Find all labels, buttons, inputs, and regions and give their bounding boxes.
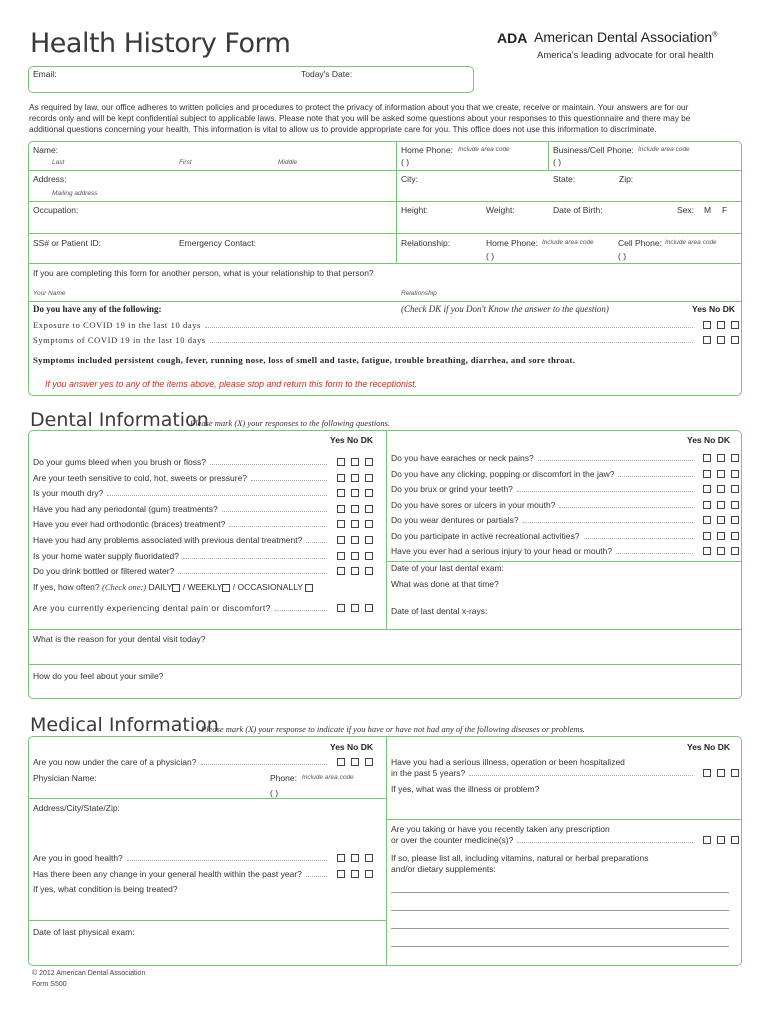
medical-section-hint: Please mark (X) your response to indicate if you have or have not had any of the following diseases or problems. bbox=[201, 724, 585, 734]
home-phone-field[interactable] bbox=[398, 143, 546, 169]
dental-right-q4-no-checkbox[interactable] bbox=[717, 501, 725, 509]
dental-left-question-3: Is your mouth dry? bbox=[33, 488, 373, 498]
zip-label: Zip: bbox=[619, 174, 634, 184]
good-health-question: Are you in good health? bbox=[33, 853, 373, 863]
dental-left-question-6: Have you had any problems associated with previous dental treatment? bbox=[33, 535, 373, 545]
dental-left-q6-dk-checkbox[interactable] bbox=[365, 536, 373, 544]
physician-care-no-checkbox[interactable] bbox=[351, 758, 359, 766]
sex-f-option[interactable]: F bbox=[722, 205, 728, 215]
dental-right-question-2: Do you have any clicking, popping or discomfort in the jaw? bbox=[391, 469, 739, 479]
your-name-hint: Your Name bbox=[33, 290, 66, 297]
dental-section-title: Dental Information bbox=[30, 409, 209, 431]
medication-line-3[interactable] bbox=[391, 928, 729, 929]
relationship-hint: Relationship bbox=[401, 290, 437, 297]
state-label: State: bbox=[553, 174, 576, 184]
covid-question-symptoms: Symptoms of COVID 19 in the last 10 days bbox=[33, 335, 739, 345]
physician-name-label: Physician Name: bbox=[33, 773, 97, 783]
prescription-no-checkbox[interactable] bbox=[717, 836, 725, 844]
name-label: Name: bbox=[33, 145, 59, 155]
physician-address-field[interactable] bbox=[30, 800, 384, 846]
water-frequency: If yes, how often? (Check one:) DAILY / WEEKLY / OCCASIONALLY bbox=[33, 582, 313, 592]
relationship-label: Relationship: bbox=[401, 238, 451, 248]
emergency-cell-phone-label: Cell Phone: bbox=[618, 238, 662, 248]
visit-reason-field[interactable] bbox=[30, 631, 740, 663]
serious-illness-dk-checkbox[interactable] bbox=[731, 769, 739, 777]
dental-left-question-4: Have you had any periodontal (gum) treatments? bbox=[33, 504, 373, 514]
form-number: Form S500 bbox=[32, 981, 67, 988]
dental-left-q2-no-checkbox[interactable] bbox=[351, 474, 359, 482]
dental-right-question-4: Do you have sores or ulcers in your mouth? bbox=[391, 500, 739, 510]
dental-left-q3-no-checkbox[interactable] bbox=[351, 489, 359, 497]
health-change-no-checkbox[interactable] bbox=[351, 870, 359, 878]
dental-right-q6-yes-checkbox[interactable] bbox=[703, 532, 711, 540]
dental-right-q1-no-checkbox[interactable] bbox=[717, 454, 725, 462]
your-name-field[interactable] bbox=[32, 278, 392, 299]
your-relationship-field[interactable] bbox=[398, 278, 740, 299]
dental-left-q4-dk-checkbox[interactable] bbox=[365, 505, 373, 513]
dental-left-question-5: Have you ever had orthodontic (braces) treatment? bbox=[33, 519, 373, 529]
address-field[interactable] bbox=[32, 172, 392, 199]
first-name-hint: First bbox=[179, 159, 192, 166]
physician-care-dk-checkbox[interactable] bbox=[365, 758, 373, 766]
form-title: Health History Form bbox=[30, 28, 291, 59]
covid-symptoms-note: Symptoms included persistent cough, fever, running nose, loss of smell and taste, fatigue, trouble breathing, diarrhea, and sore throat. bbox=[33, 355, 576, 365]
dental-left-q5-dk-checkbox[interactable] bbox=[365, 520, 373, 528]
health-change-question: Has there been any change in your general health within the past year? bbox=[33, 869, 373, 879]
physician-address-label: Address/City/State/Zip: bbox=[33, 803, 120, 813]
health-change-dk-checkbox[interactable] bbox=[365, 870, 373, 878]
covid-question-exposure: Exposure to COVID 19 in the last 10 days bbox=[33, 320, 739, 330]
dental-right-q2-dk-checkbox[interactable] bbox=[731, 470, 739, 478]
dental-right-q1-yes-checkbox[interactable] bbox=[703, 454, 711, 462]
dental-right-question-3: Do you brux or grind your teeth? bbox=[391, 484, 739, 494]
physician-phone-label: Phone: bbox=[270, 773, 297, 783]
last-xrays-field[interactable] bbox=[388, 598, 740, 628]
last-physical-exam-field[interactable] bbox=[30, 922, 384, 964]
dental-left-q2-dk-checkbox[interactable] bbox=[365, 474, 373, 482]
covid-exposure-no-checkbox[interactable] bbox=[717, 321, 725, 329]
illness-what-label: If yes, what was the illness or problem? bbox=[391, 784, 540, 794]
mailing-address-hint: Mailing address bbox=[52, 190, 98, 197]
dental-right-q4-yes-checkbox[interactable] bbox=[703, 501, 711, 509]
medical-left-ynd-header: Yes No DK bbox=[330, 742, 373, 752]
business-phone-hint: Include area code bbox=[638, 146, 690, 153]
last-dental-exam-field[interactable] bbox=[388, 562, 740, 594]
dental-pain-yes-checkbox[interactable] bbox=[337, 604, 345, 612]
dental-left-question-7: Is your home water supply fluoridated? bbox=[33, 551, 373, 561]
medication-line-1[interactable] bbox=[391, 892, 729, 893]
business-phone-field[interactable] bbox=[550, 143, 740, 169]
physician-care-question: Are you now under the care of a physician? bbox=[33, 757, 373, 767]
dental-left-question-1: Do your gums bleed when you brush or floss? bbox=[33, 457, 373, 467]
dental-left-q7-no-checkbox[interactable] bbox=[351, 552, 359, 560]
covid-exposure-dk-checkbox[interactable] bbox=[731, 321, 739, 329]
covid-symptoms-yes-checkbox[interactable] bbox=[703, 336, 711, 344]
city-field[interactable] bbox=[398, 172, 546, 199]
daily-checkbox[interactable] bbox=[172, 584, 180, 592]
middle-name-hint: Middle bbox=[278, 159, 298, 166]
dental-left-question-8: Do you drink bottled or filtered water? bbox=[33, 566, 373, 576]
medical-right-ynd-header: Yes No DK bbox=[687, 742, 730, 752]
physician-phone-field[interactable] bbox=[268, 771, 384, 797]
dental-left-q8-yes-checkbox[interactable] bbox=[337, 567, 345, 575]
dental-right-q5-dk-checkbox[interactable] bbox=[731, 516, 739, 524]
dental-right-q3-yes-checkbox[interactable] bbox=[703, 485, 711, 493]
emergency-cell-phone-paren: ( ) bbox=[618, 251, 627, 261]
visit-reason-label: What is the reason for your dental visit today? bbox=[33, 634, 206, 644]
dental-section-hint: Please mark (X) your responses to the following questions. bbox=[190, 418, 391, 428]
dental-right-q4-dk-checkbox[interactable] bbox=[731, 501, 739, 509]
dental-left-q5-no-checkbox[interactable] bbox=[351, 520, 359, 528]
good-health-yes-checkbox[interactable] bbox=[337, 854, 345, 862]
dental-right-q7-dk-checkbox[interactable] bbox=[731, 547, 739, 555]
name-field[interactable] bbox=[32, 143, 392, 169]
dental-left-q4-no-checkbox[interactable] bbox=[351, 505, 359, 513]
dental-right-q5-yes-checkbox[interactable] bbox=[703, 516, 711, 524]
emergency-home-phone-label: Home Phone: bbox=[486, 238, 538, 248]
dental-right-q2-yes-checkbox[interactable] bbox=[703, 470, 711, 478]
todays-date-field[interactable] bbox=[355, 68, 470, 90]
email-field[interactable] bbox=[75, 68, 285, 90]
email-label: Email: bbox=[33, 69, 57, 79]
dental-left-q7-yes-checkbox[interactable] bbox=[337, 552, 345, 560]
emergency-contact-field[interactable] bbox=[176, 235, 392, 262]
dental-pain-no-checkbox[interactable] bbox=[351, 604, 359, 612]
dental-right-question-1: Do you have earaches or neck pains? bbox=[391, 453, 739, 463]
dob-label: Date of Birth: bbox=[553, 205, 603, 215]
dental-right-q7-yes-checkbox[interactable] bbox=[703, 547, 711, 555]
sex-m-option[interactable]: M bbox=[704, 205, 712, 215]
emergency-cell-phone-field[interactable] bbox=[615, 235, 740, 262]
occasionally-checkbox[interactable] bbox=[305, 584, 313, 592]
dental-left-q8-no-checkbox[interactable] bbox=[351, 567, 359, 575]
zip-field[interactable] bbox=[616, 172, 740, 199]
ssn-field[interactable] bbox=[32, 235, 172, 262]
emergency-cell-phone-hint: Include area code bbox=[665, 239, 717, 246]
medication-list-line1: If so, please list all, including vitamins, natural or herbal preparations bbox=[391, 853, 649, 863]
occupation-field[interactable] bbox=[32, 203, 392, 231]
emergency-home-phone-hint: Include area code bbox=[542, 239, 594, 246]
dental-left-q1-no-checkbox[interactable] bbox=[351, 458, 359, 466]
prescription-question: or over the counter medicine(s)? bbox=[391, 835, 739, 845]
business-phone-paren: ( ) bbox=[553, 157, 562, 167]
home-phone-hint: Include area code bbox=[458, 146, 510, 153]
dental-right-question-6: Do you participate in active recreational activities? bbox=[391, 531, 739, 541]
ada-logo-abbr: ADA bbox=[497, 30, 528, 46]
dental-left-q6-yes-checkbox[interactable] bbox=[337, 536, 345, 544]
dental-right-q2-no-checkbox[interactable] bbox=[717, 470, 725, 478]
ada-tagline: America's leading advocate for oral health bbox=[537, 50, 714, 61]
city-label: City: bbox=[401, 174, 418, 184]
emergency-contact-label: Emergency Contact: bbox=[179, 238, 257, 248]
last-name-hint: Last bbox=[52, 159, 65, 166]
physician-name-field[interactable] bbox=[30, 771, 266, 797]
covid-exposure-yes-checkbox[interactable] bbox=[703, 321, 711, 329]
business-phone-label: Business/Cell Phone: bbox=[553, 145, 634, 155]
dental-pain-question: Are you currently experiencing dental pain or discomfort? bbox=[33, 603, 373, 613]
emergency-home-phone-paren: ( ) bbox=[486, 251, 495, 261]
dental-left-q1-dk-checkbox[interactable] bbox=[365, 458, 373, 466]
privacy-notice: As required by law, our office adheres to written policies and procedures to protect the privacy of information about you that we create, receive or maintain. Your answers are for our records only and will be kept confidential subject to applicable laws. Please note that you will be asked some questions about your responses to this questionnaire and there may be additional questions concerning your health. This information is vital to allow us to provide appropriate care for you. This office does not use this information to discriminate. bbox=[29, 102, 691, 135]
relationship-field[interactable] bbox=[398, 235, 480, 262]
last-xrays-label: Date of last dental x-rays: bbox=[391, 606, 488, 616]
dental-right-q6-dk-checkbox[interactable] bbox=[731, 532, 739, 540]
ada-logo-name: American Dental Association® bbox=[534, 29, 718, 45]
occupation-label: Occupation: bbox=[33, 205, 79, 215]
height-field[interactable] bbox=[398, 203, 478, 231]
serious-illness-no-checkbox[interactable] bbox=[717, 769, 725, 777]
physician-phone-hint: Include area code bbox=[302, 774, 354, 781]
medication-line-2[interactable] bbox=[391, 910, 729, 911]
good-health-no-checkbox[interactable] bbox=[351, 854, 359, 862]
dental-left-q5-yes-checkbox[interactable] bbox=[337, 520, 345, 528]
dental-left-q2-yes-checkbox[interactable] bbox=[337, 474, 345, 482]
weekly-checkbox[interactable] bbox=[222, 584, 230, 592]
covid-dk-hint: (Check DK if you Don't Know the answer to the question) bbox=[401, 304, 609, 314]
dental-right-q5-no-checkbox[interactable] bbox=[717, 516, 725, 524]
prescription-yes-checkbox[interactable] bbox=[703, 836, 711, 844]
other-person-question: If you are completing this form for another person, what is your relationship to that person? bbox=[33, 268, 374, 278]
weight-field[interactable] bbox=[483, 203, 548, 231]
dental-right-q3-dk-checkbox[interactable] bbox=[731, 485, 739, 493]
prescription-dk-checkbox[interactable] bbox=[731, 836, 739, 844]
emergency-home-phone-field[interactable] bbox=[483, 235, 611, 262]
medical-section-title: Medical Information bbox=[30, 714, 219, 736]
dental-left-q8-dk-checkbox[interactable] bbox=[365, 567, 373, 575]
illness-what-field[interactable] bbox=[388, 782, 740, 818]
ssn-label: SS# or Patient ID: bbox=[33, 238, 102, 248]
dental-left-q4-yes-checkbox[interactable] bbox=[337, 505, 345, 513]
health-change-yes-checkbox[interactable] bbox=[337, 870, 345, 878]
dental-left-q6-no-checkbox[interactable] bbox=[351, 536, 359, 544]
dental-right-q1-dk-checkbox[interactable] bbox=[731, 454, 739, 462]
last-physical-exam-label: Date of last physical exam: bbox=[33, 927, 135, 937]
dental-left-q7-dk-checkbox[interactable] bbox=[365, 552, 373, 560]
sex-label: Sex: bbox=[677, 205, 695, 215]
smile-feeling-field[interactable] bbox=[30, 666, 740, 697]
dental-left-ynd-header: Yes No DK bbox=[330, 435, 373, 445]
dental-right-q3-no-checkbox[interactable] bbox=[717, 485, 725, 493]
address-label: Address: bbox=[33, 174, 67, 184]
serious-illness-line1: Have you had a serious illness, operation or been hospitalized bbox=[391, 757, 625, 767]
medication-list-line2: and/or dietary supplements: bbox=[391, 864, 496, 874]
home-phone-label: Home Phone: bbox=[401, 145, 453, 155]
dental-right-q6-no-checkbox[interactable] bbox=[717, 532, 725, 540]
dental-right-ynd-header: Yes No DK bbox=[687, 435, 730, 445]
dob-field[interactable] bbox=[550, 203, 670, 231]
condition-treated-field[interactable] bbox=[30, 882, 384, 918]
covid-symptoms-no-checkbox[interactable] bbox=[717, 336, 725, 344]
serious-illness-yes-checkbox[interactable] bbox=[703, 769, 711, 777]
weight-label: Weight: bbox=[486, 205, 515, 215]
copyright: © 2012 American Dental Association bbox=[32, 970, 146, 977]
physician-phone-paren: ( ) bbox=[270, 788, 279, 798]
dental-left-q3-dk-checkbox[interactable] bbox=[365, 489, 373, 497]
medication-line-4[interactable] bbox=[391, 946, 729, 947]
serious-illness-question: in the past 5 years? bbox=[391, 768, 739, 778]
todays-date-label: Today's Date: bbox=[301, 69, 353, 79]
dental-left-question-2: Are your teeth sensitive to cold, hot, sweets or pressure? bbox=[33, 473, 373, 483]
last-dental-exam-label: Date of your last dental exam: bbox=[391, 563, 504, 573]
condition-treated-label: If yes, what condition is being treated? bbox=[33, 884, 178, 894]
smile-feeling-label: How do you feel about your smile? bbox=[33, 671, 164, 681]
prescription-line1: Are you taking or have you recently taken any prescription bbox=[391, 824, 610, 834]
dental-right-question-5: Do you wear dentures or partials? bbox=[391, 515, 739, 525]
dental-pain-dk-checkbox[interactable] bbox=[365, 604, 373, 612]
what-done-label: What was done at that time? bbox=[391, 579, 499, 589]
dental-right-q7-no-checkbox[interactable] bbox=[717, 547, 725, 555]
dental-left-q1-yes-checkbox[interactable] bbox=[337, 458, 345, 466]
dental-right-question-7: Have you ever had a serious injury to your head or mouth? bbox=[391, 546, 739, 556]
covid-symptoms-dk-checkbox[interactable] bbox=[731, 336, 739, 344]
state-field[interactable] bbox=[550, 172, 612, 199]
covid-warning: If you answer yes to any of the items above, please stop and return this form to the receptionist. bbox=[45, 379, 418, 389]
physician-care-yes-checkbox[interactable] bbox=[337, 758, 345, 766]
height-label: Height: bbox=[401, 205, 428, 215]
covid-heading: Do you have any of the following: bbox=[33, 304, 162, 314]
dental-left-q3-yes-checkbox[interactable] bbox=[337, 489, 345, 497]
home-phone-paren: ( ) bbox=[401, 157, 410, 167]
covid-yes-no-dk-header: Yes No DK bbox=[692, 304, 735, 314]
good-health-dk-checkbox[interactable] bbox=[365, 854, 373, 862]
